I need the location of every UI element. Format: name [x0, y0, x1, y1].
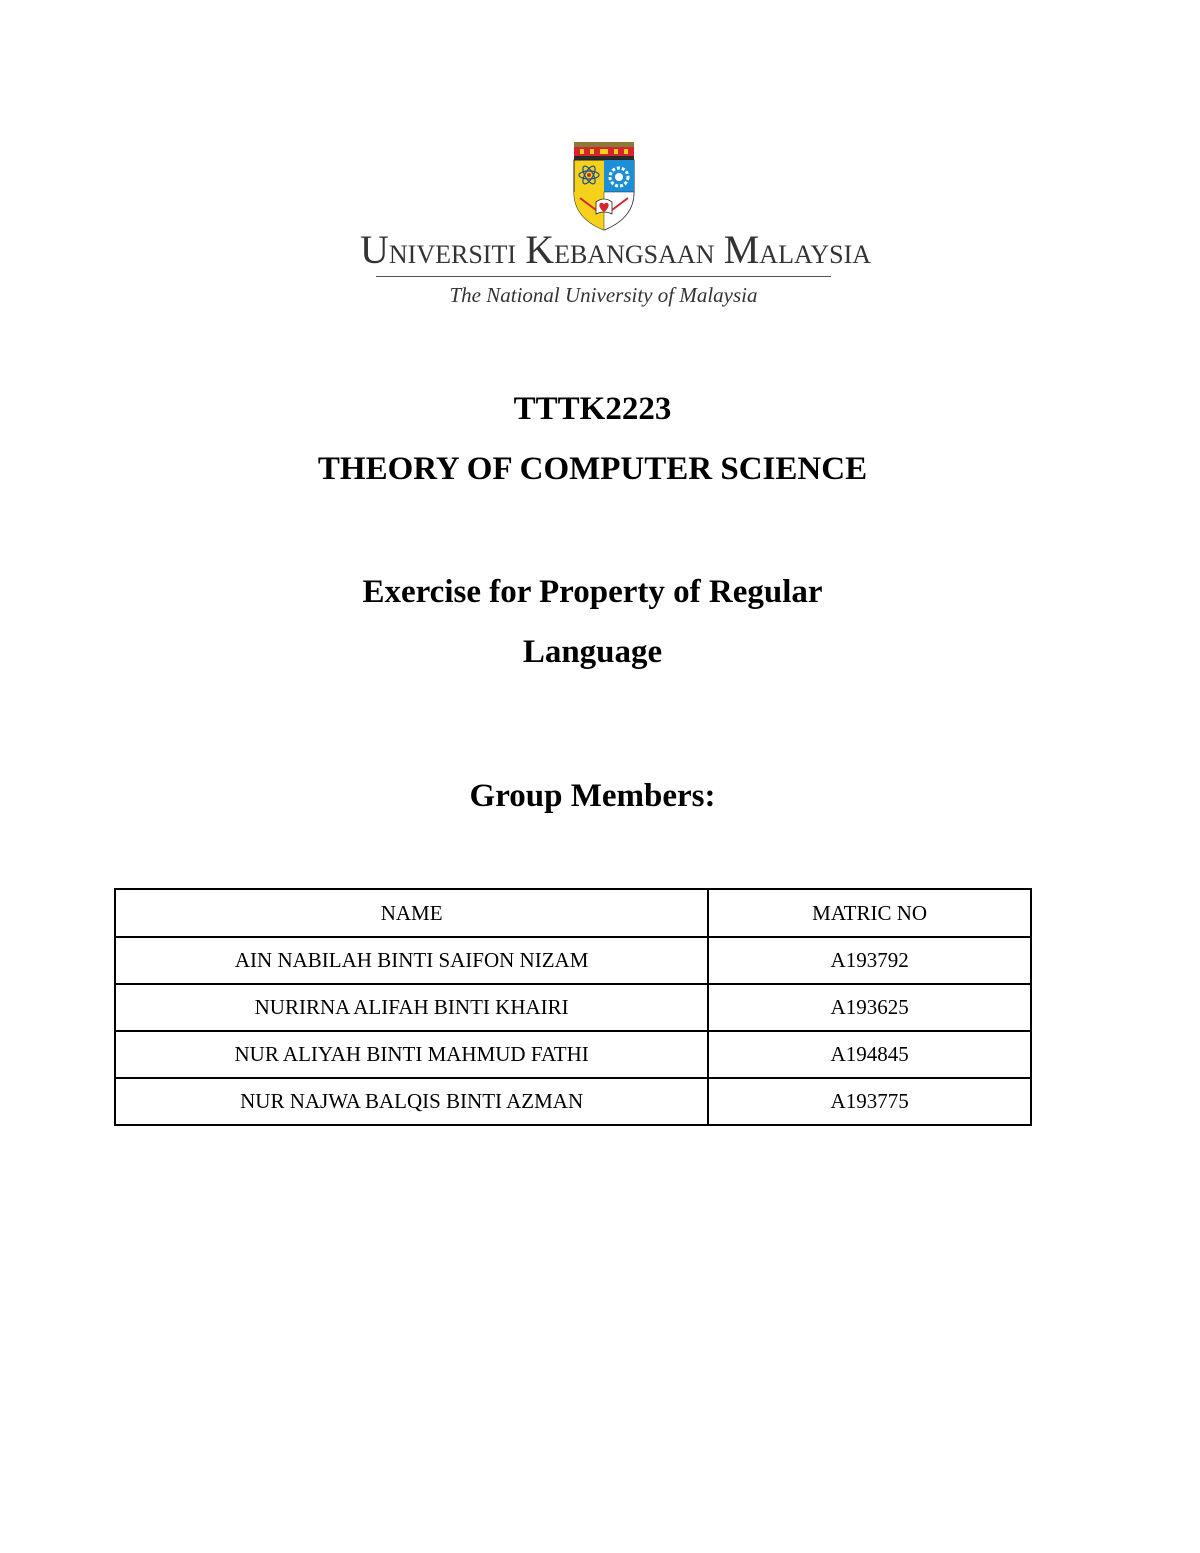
- table-row: [115, 1078, 1031, 1125]
- university-tagline: The National University of Malaysia: [449, 283, 758, 307]
- wordmark-rest: ALAYSIA: [759, 240, 872, 269]
- member-name: NURIRNA ALIFAH BINTI KHAIRI: [115, 984, 708, 1031]
- group-members-heading: Group Members:: [469, 778, 716, 814]
- wordmark-rest: EBANGSAAN: [554, 240, 715, 269]
- member-matric-no: A193775: [708, 1078, 1031, 1125]
- member-matric-no: A194845: [708, 1031, 1031, 1078]
- course-title: THEORY OF COMPUTER SCIENCE: [317, 451, 868, 487]
- table-row: [115, 984, 1031, 1031]
- member-name: AIN NABILAH BINTI SAIFON NIZAM: [115, 937, 708, 984]
- wordmark-rest: NIVERSITI: [388, 240, 516, 269]
- university-wordmark: [360, 226, 872, 279]
- table-row: [115, 937, 1031, 984]
- course-code: TTTK2223: [513, 391, 672, 427]
- member-name: NUR NAJWA BALQIS BINTI AZMAN: [115, 1078, 708, 1125]
- exercise-title-line-2: Language: [522, 634, 663, 670]
- ukm-crest-icon: [566, 140, 642, 232]
- wordmark-initial: M: [723, 227, 760, 272]
- member-matric-no: A193792: [708, 937, 1031, 984]
- group-members-table: [114, 888, 1032, 1126]
- header-matric-no: MATRIC NO: [708, 889, 1031, 937]
- member-matric-no: A193625: [708, 984, 1031, 1031]
- member-name: NUR ALIYAH BINTI MAHMUD FATHI: [115, 1031, 708, 1078]
- table-row: [115, 1031, 1031, 1078]
- wordmark-initial: K: [525, 227, 555, 272]
- exercise-title-line-1: Exercise for Property of Regular: [362, 574, 823, 610]
- wordmark-initial: U: [360, 227, 389, 272]
- header-name: NAME: [115, 889, 708, 937]
- table-header-row: [115, 889, 1031, 937]
- wordmark-divider: [376, 276, 831, 277]
